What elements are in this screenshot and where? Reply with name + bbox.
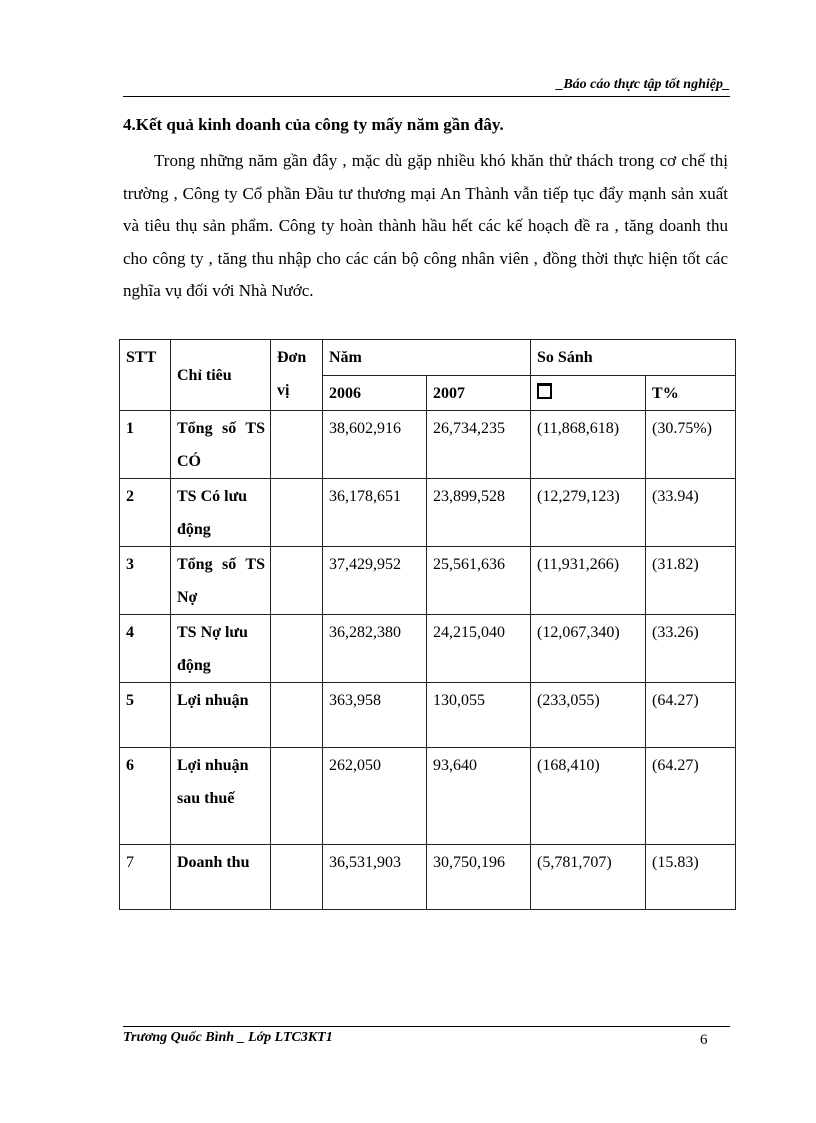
header-chi-tieu: Chỉ tiêu [171,340,271,411]
cell-percent: (64.27) [646,748,736,845]
table-row [120,547,736,615]
cell-percent: (33.26) [646,615,736,683]
footer-author: Trương Quốc Bình _ Lớp LTC3KT1 [123,1030,333,1045]
cell-don-vi [271,748,323,845]
cell-percent: (15.83) [646,845,736,910]
cell-chi-tieu: Lợi nhuận [171,683,271,748]
cell-chi-tieu: Doanh thu [171,845,271,910]
cell-stt: 3 [120,547,171,615]
cell-chi-tieu: Tổng số TS CÓ [171,411,271,479]
cell-percent: (31.82) [646,547,736,615]
cell-stt: 7 [120,845,171,910]
cell-stt: 4 [120,615,171,683]
cell-chi-tieu: TS Nợ lưu động [171,615,271,683]
cell-2007: 30,750,196 [427,845,531,910]
footer-divider [123,1026,730,1027]
section-heading: 4.Kết quả kinh doanh của công ty mấy năm gần đây. [123,115,504,134]
cell-difference: (12,067,340) [531,615,646,683]
page-header: _Báo cáo thực tập tốt nghiệp_ [556,77,730,92]
cell-stt: 2 [120,479,171,547]
cell-2007: 25,561,636 [427,547,531,615]
cell-percent: (30.75%) [646,411,736,479]
cell-2006: 262,050 [323,748,427,845]
cell-2007: 26,734,235 [427,411,531,479]
cell-don-vi [271,845,323,910]
table-row [120,615,736,683]
delta-icon [537,383,552,399]
table-row [120,845,736,910]
cell-2007: 23,899,528 [427,479,531,547]
cell-2006: 37,429,952 [323,547,427,615]
table-body [120,411,736,910]
header-nam: Năm [323,340,531,376]
cell-don-vi [271,411,323,479]
header-2006: 2006 [323,375,427,411]
business-results-table [119,339,736,910]
cell-2007: 130,055 [427,683,531,748]
cell-2006: 36,178,651 [323,479,427,547]
cell-2007: 24,215,040 [427,615,531,683]
cell-don-vi [271,547,323,615]
body-paragraph: Trong những năm gần đây , mặc dù gặp nhiều khó khăn thử thách trong cơ chế thị trường , Công ty Cổ phần Đầu tư thương mại An Thành vẫn tiếp tục đẩy mạnh sản xuất và tiêu thụ sản phẩm. Công ty hoàn thành hầu hết các kế hoạch đề ra , tăng doanh thu cho công ty , tăng thu nhập cho các cán bộ công nhân viên , đồng thời thực hiện tốt các nghĩa vụ đối với Nhà Nước. [123,151,728,300]
header-don-vi: Đơn vị [271,340,323,411]
header-difference [531,375,646,411]
cell-don-vi [271,479,323,547]
header-2007: 2007 [427,375,531,411]
cell-stt: 5 [120,683,171,748]
cell-2007: 93,640 [427,748,531,845]
cell-difference: (168,410) [531,748,646,845]
cell-difference: (12,279,123) [531,479,646,547]
table-row [120,411,736,479]
cell-stt: 6 [120,748,171,845]
cell-chi-tieu: Tổng số TS Nợ [171,547,271,615]
cell-don-vi [271,615,323,683]
table-header [120,340,736,411]
cell-difference: (233,055) [531,683,646,748]
header-stt: STT [120,340,171,411]
cell-don-vi [271,683,323,748]
cell-2006: 36,282,380 [323,615,427,683]
header-so-sanh: So Sánh [531,340,736,376]
table-row [120,748,736,845]
header-divider [123,96,730,97]
cell-2006: 363,958 [323,683,427,748]
page-number: 6 [700,1032,708,1048]
header-percent: T% [646,375,736,411]
cell-chi-tieu: TS Có lưu động [171,479,271,547]
cell-percent: (33.94) [646,479,736,547]
cell-difference: (11,868,618) [531,411,646,479]
cell-chi-tieu: Lợi nhuận sau thuế [171,748,271,845]
cell-difference: (11,931,266) [531,547,646,615]
cell-difference: (5,781,707) [531,845,646,910]
cell-stt: 1 [120,411,171,479]
table-row [120,479,736,547]
cell-percent: (64.27) [646,683,736,748]
table-row [120,683,736,748]
cell-2006: 38,602,916 [323,411,427,479]
cell-2006: 36,531,903 [323,845,427,910]
